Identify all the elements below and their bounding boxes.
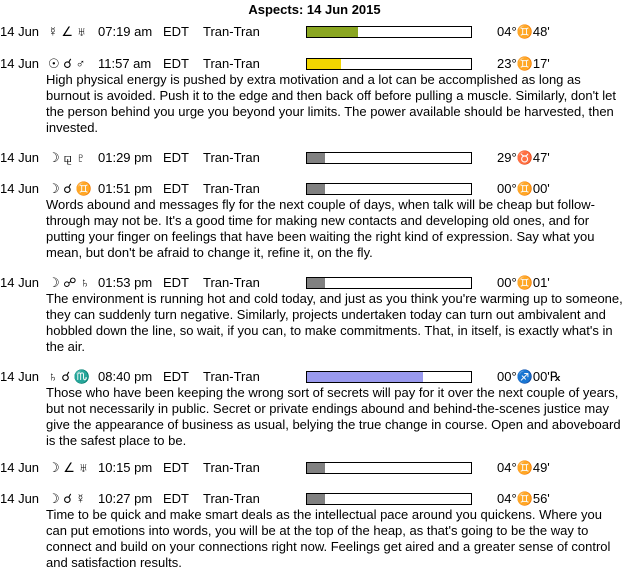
aspect-timezone: EDT [163, 369, 189, 384]
aspect-description: The environment is running hot and cold today, and just as you think you're warming up to someone, they can suddenly turn negative. Similarly, projects undertaken today can turn out ambivalent and hobbled down the line, so wait, if you can, to make commitments. That, in itself, is exactly what's in the air. [46, 291, 623, 354]
aspect-description: Those who have been keeping the wrong sort of secrets will pay for it over the next couple of years, but not necessarily in public. Secret or private endings abound and behind-the-scenes justice may give the appearance of business as usual, belying the true change in course. Open and aboveboard is the safest place to be. [46, 385, 621, 448]
aspect-timezone: EDT [163, 24, 189, 39]
aspect-row [0, 460, 629, 476]
aspect-row [0, 56, 629, 72]
strength-fill [307, 59, 341, 69]
aspect-position: 04°♊48' [497, 24, 550, 39]
aspect-position: 00°♊01' [497, 275, 550, 290]
aspect-row [0, 275, 629, 291]
aspect-row [0, 24, 629, 40]
strength-bar [306, 493, 472, 505]
aspect-time: 01:53 pm [98, 275, 153, 290]
strength-bar [306, 462, 472, 474]
aspect-date: 14 Jun [0, 181, 40, 196]
aspect-row [0, 181, 629, 197]
strength-fill [307, 463, 325, 473]
aspect-timezone: EDT [163, 150, 189, 165]
aspect-glyphs: ☽ ☌ ♊ [48, 181, 92, 196]
strength-fill [307, 372, 423, 382]
aspect-date: 14 Jun [0, 56, 40, 71]
aspect-type: Tran-Tran [203, 181, 260, 196]
aspect-description: High physical energy is pushed by extra motivation and a lot can be accomplished as long as burnout is avoided. Push it to the edge and then back off before pulling a muscle. Similarly, don't let the person behind you urge you beyond your limits. The power available should be harvested, then invested. [46, 72, 617, 135]
aspect-time: 07:19 am [98, 24, 153, 39]
aspect-type: Tran-Tran [203, 491, 260, 506]
aspect-position: 04°♊49' [497, 460, 550, 475]
aspect-glyphs: ☽ ⚼ ♇ [48, 150, 86, 165]
aspect-glyphs: ☽ ☍ ♄ [48, 275, 90, 290]
strength-fill [307, 494, 325, 504]
strength-bar [306, 277, 472, 289]
aspect-glyphs: ☽ ∠ ♅ [48, 460, 89, 475]
aspect-type: Tran-Tran [203, 56, 260, 71]
aspect-type: Tran-Tran [203, 460, 260, 475]
aspect-timezone: EDT [163, 275, 189, 290]
strength-bar [306, 371, 472, 383]
aspect-description: Time to be quick and make smart deals as the intellectual pace around you quickens. Where you can put emotions into words, you will be at the top of the heap, as that's going to be the way to connect and build on your connections right now. Feelings get aired and a greater sense of control and satisfaction results. [46, 507, 611, 570]
aspect-time: 01:29 pm [98, 150, 153, 165]
strength-fill [307, 184, 325, 194]
aspect-timezone: EDT [163, 181, 189, 196]
aspect-glyphs: ☉ ☌ ♂ [48, 56, 86, 71]
aspect-row [0, 150, 629, 166]
aspect-date: 14 Jun [0, 369, 40, 384]
aspect-description: Words abound and messages fly for the next couple of days, when talk will be cheap but follow-through may not be. It's a good time for making new contacts and developing old ones, and for putting your finger on feelings that have been waiting the right kind of expression. Say what you mean, but don't be afraid to change it, refine it, on the fly. [46, 197, 595, 260]
aspect-date: 14 Jun [0, 460, 40, 475]
aspect-position: 29°♉47' [497, 150, 550, 165]
strength-bar [306, 152, 472, 164]
aspect-position: 00°♐00'℞ [497, 369, 562, 384]
aspect-timezone: EDT [163, 56, 189, 71]
aspect-type: Tran-Tran [203, 24, 260, 39]
strength-fill [307, 153, 325, 163]
aspect-row [0, 369, 629, 385]
aspect-glyphs: ♄ ☌ ♏ [48, 369, 90, 384]
aspect-date: 14 Jun [0, 24, 40, 39]
aspect-time: 11:57 am [98, 56, 152, 71]
aspect-type: Tran-Tran [203, 369, 260, 384]
strength-fill [307, 278, 325, 288]
aspect-time: 10:27 pm [98, 491, 153, 506]
aspect-row [0, 491, 629, 507]
aspect-time: 10:15 pm [98, 460, 153, 475]
strength-bar [306, 58, 472, 70]
aspect-date: 14 Jun [0, 150, 40, 165]
aspect-date: 14 Jun [0, 275, 40, 290]
aspect-type: Tran-Tran [203, 150, 260, 165]
strength-fill [307, 27, 358, 37]
aspect-glyphs: ☽ ☌ ☿ [48, 491, 86, 506]
aspect-timezone: EDT [163, 491, 189, 506]
aspect-position: 00°♊00' [497, 181, 550, 196]
strength-bar [306, 26, 472, 38]
aspect-glyphs: ☿ ∠ ♅ [48, 24, 87, 39]
page-title: Aspects: 14 Jun 2015 [248, 2, 381, 17]
strength-bar [306, 183, 472, 195]
aspect-time: 01:51 pm [98, 181, 153, 196]
aspect-position: 04°♊56' [497, 491, 550, 506]
aspect-time: 08:40 pm [98, 369, 153, 384]
aspect-position: 23°♊17' [497, 56, 550, 71]
aspect-timezone: EDT [163, 460, 189, 475]
aspect-date: 14 Jun [0, 491, 40, 506]
aspect-type: Tran-Tran [203, 275, 260, 290]
